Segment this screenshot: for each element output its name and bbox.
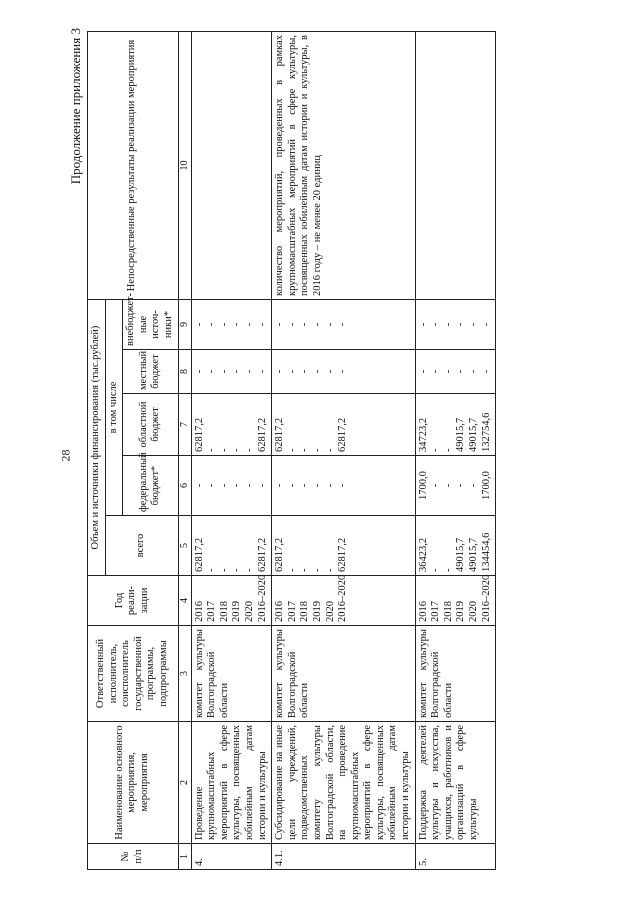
value: -: [324, 369, 336, 374]
value: 62817,2: [274, 537, 286, 572]
value: -: [468, 322, 480, 327]
value: -: [231, 322, 243, 327]
year: 2016–2020: [480, 574, 492, 622]
value: -: [274, 369, 286, 374]
value: -: [206, 322, 218, 327]
result-cell: [191, 32, 272, 300]
regional-cell: [415, 394, 496, 456]
value: -: [286, 322, 298, 327]
value: -: [274, 322, 286, 327]
value: 49015,7: [468, 417, 480, 452]
rotated-page-content: [65, 20, 625, 880]
value: 49015,7: [468, 537, 480, 572]
federal-cell: [191, 456, 272, 516]
year: 2017: [430, 601, 442, 622]
federal-cell: [415, 456, 496, 516]
header-local: местный бюджет: [123, 350, 178, 394]
value: -: [206, 369, 218, 374]
total-cell: [191, 516, 272, 576]
funding-table: [87, 31, 496, 870]
value: -: [274, 483, 286, 488]
executor: комитет культуры Волгоградской области: [272, 626, 416, 722]
value: 36423,2: [417, 537, 429, 572]
value: 62817,2: [256, 417, 268, 452]
value: -: [430, 568, 442, 572]
value: -: [455, 483, 467, 488]
value: -: [206, 568, 218, 572]
local-cell: [272, 350, 416, 394]
value: -: [480, 322, 492, 327]
result-cell: количество мероприятий, проведенных в рамках крупномасштабных мероприятий в сфере культуры, посвященных юбилейным датам истории и культуры, в 2016 году – не менее 20 единиц: [272, 32, 416, 300]
value: -: [243, 483, 255, 488]
column-number: 2: [178, 722, 191, 844]
value: 62817,2: [256, 537, 268, 572]
value: -: [218, 369, 230, 374]
value: -: [311, 483, 323, 488]
value: 62817,2: [193, 537, 205, 572]
executor: комитет культуры Волгоградской области: [415, 626, 496, 722]
value: -: [231, 369, 243, 374]
offbudget-cell: [272, 300, 416, 350]
column-number: 4: [178, 576, 191, 626]
total-cell: [272, 516, 416, 576]
value: 1700,0: [417, 471, 429, 500]
value: -: [430, 483, 442, 488]
value: -: [218, 448, 230, 452]
value: -: [206, 448, 218, 452]
local-cell: [191, 350, 272, 394]
regional-cell: [191, 394, 272, 456]
year: 2018: [299, 601, 311, 622]
year: 2018: [218, 601, 230, 622]
value: -: [417, 322, 429, 327]
federal-cell: [272, 456, 416, 516]
year: 2016: [417, 601, 429, 622]
value: -: [430, 448, 442, 452]
header-number: № п/п: [88, 844, 179, 870]
value: 62817,2: [274, 417, 286, 452]
value: 132754,6: [480, 412, 492, 452]
value: -: [442, 483, 454, 488]
header-regional: областной бюджет: [123, 394, 178, 456]
year: 2020: [324, 601, 336, 622]
value: 134454,6: [480, 532, 492, 572]
value: -: [324, 483, 336, 488]
value: -: [324, 448, 336, 452]
value: -: [243, 568, 255, 572]
header-total: всего: [105, 516, 178, 576]
value: -: [286, 369, 298, 374]
year: 2016–2020: [337, 574, 349, 622]
executor: комитет культуры Волгоградской области: [191, 626, 272, 722]
year: 2020: [468, 601, 480, 622]
column-number: 7: [178, 394, 191, 456]
header-name: Наименование основного мероприятия, мероприятия: [88, 722, 179, 844]
value: -: [231, 568, 243, 572]
column-number: 6: [178, 456, 191, 516]
value: -: [442, 448, 454, 452]
value: -: [468, 483, 480, 488]
table-row: [191, 32, 272, 870]
offbudget-cell: [415, 300, 496, 350]
value: -: [231, 483, 243, 488]
value: -: [324, 568, 336, 572]
header-executor: Ответственный исполнитель, соисполнитель государственной программы, подпрограммы: [88, 626, 179, 722]
row-number: 4.: [191, 844, 272, 870]
value: -: [286, 568, 298, 572]
year: 2016: [193, 601, 205, 622]
value: -: [243, 448, 255, 452]
value: -: [231, 448, 243, 452]
value: -: [299, 483, 311, 488]
value: -: [299, 369, 311, 374]
regional-cell: [272, 394, 416, 456]
year: 2017: [206, 601, 218, 622]
year: 2018: [442, 601, 454, 622]
value: -: [311, 322, 323, 327]
header-year: Год реали- зации: [88, 576, 179, 626]
value: -: [455, 369, 467, 374]
column-number: 8: [178, 350, 191, 394]
value: -: [299, 448, 311, 452]
measure-name: Субсидирование на иные цели учреждений, подведомственных комитету культуры Волгоградской области, на проведение крупномасштабных мероприятий в сфере культуры, посвященных юбилейным датам истории и культуры: [272, 722, 416, 844]
value: -: [311, 568, 323, 572]
value: -: [256, 369, 268, 374]
table-row: [415, 32, 496, 870]
value: -: [468, 369, 480, 374]
column-number: 5: [178, 516, 191, 576]
value: -: [299, 322, 311, 327]
value: -: [337, 322, 349, 327]
column-number: 3: [178, 626, 191, 722]
appendix-label: Продолжение приложения 3: [68, 28, 83, 185]
value: 62817,2: [337, 537, 349, 572]
year: 2019: [311, 601, 323, 622]
year: 2019: [231, 601, 243, 622]
value: -: [337, 369, 349, 374]
value: -: [455, 322, 467, 327]
value: -: [206, 483, 218, 488]
value: -: [218, 568, 230, 572]
value: 49015,7: [455, 417, 467, 452]
value: -: [311, 369, 323, 374]
value: -: [256, 322, 268, 327]
years-cell: [415, 576, 496, 626]
value: -: [311, 448, 323, 452]
value: 62817,2: [337, 417, 349, 452]
value: -: [218, 322, 230, 327]
year: 2017: [286, 601, 298, 622]
value: 62817,2: [193, 417, 205, 452]
value: -: [480, 369, 492, 374]
year: 2016: [274, 601, 286, 622]
measure-name: Поддержка деятелей культуры и искусства, учащихся, работников и организаций в сфере культуры: [415, 722, 496, 844]
offbudget-cell: [191, 300, 272, 350]
header-federal: федеральный бюджет*: [123, 456, 178, 516]
value: -: [299, 568, 311, 572]
column-number: 10: [178, 32, 191, 300]
value: -: [256, 483, 268, 488]
value: -: [337, 483, 349, 488]
years-cell: [272, 576, 416, 626]
value: -: [442, 322, 454, 327]
total-cell: [415, 516, 496, 576]
header-results: Непосредственные результаты реализации мероприятия: [88, 32, 179, 300]
value: -: [286, 483, 298, 488]
value: -: [324, 322, 336, 327]
years-cell: [191, 576, 272, 626]
column-number: 1: [178, 844, 191, 870]
value: 1700,0: [480, 471, 492, 500]
value: 49015,7: [455, 537, 467, 572]
value: -: [243, 369, 255, 374]
row-number: 5.: [415, 844, 496, 870]
value: -: [193, 369, 205, 374]
value: 34723,2: [417, 417, 429, 452]
row-number: 4.1.: [272, 844, 416, 870]
value: -: [430, 369, 442, 374]
value: -: [218, 483, 230, 488]
table-row: [272, 32, 416, 870]
year: 2020: [243, 601, 255, 622]
header-offbudget: внебюджет- ные источ- ники*: [123, 300, 178, 350]
value: -: [417, 369, 429, 374]
result-cell: [415, 32, 496, 300]
measure-name: Проведение крупномасштабных мероприятий в сфере культуры, посвященных юбилейным датам истории и культуры: [191, 722, 272, 844]
local-cell: [415, 350, 496, 394]
year: 2016–2020: [256, 574, 268, 622]
value: -: [286, 448, 298, 452]
value: -: [243, 322, 255, 327]
value: -: [430, 322, 442, 327]
value: -: [193, 483, 205, 488]
value: -: [442, 369, 454, 374]
year: 2019: [455, 601, 467, 622]
page-number: 28: [58, 449, 73, 462]
column-number: 9: [178, 300, 191, 350]
value: -: [193, 322, 205, 327]
header-funding-group: Объем и источники финансирования (тыс.рублей): [88, 300, 106, 576]
value: -: [442, 568, 454, 572]
header-including: в том числе: [105, 300, 123, 516]
